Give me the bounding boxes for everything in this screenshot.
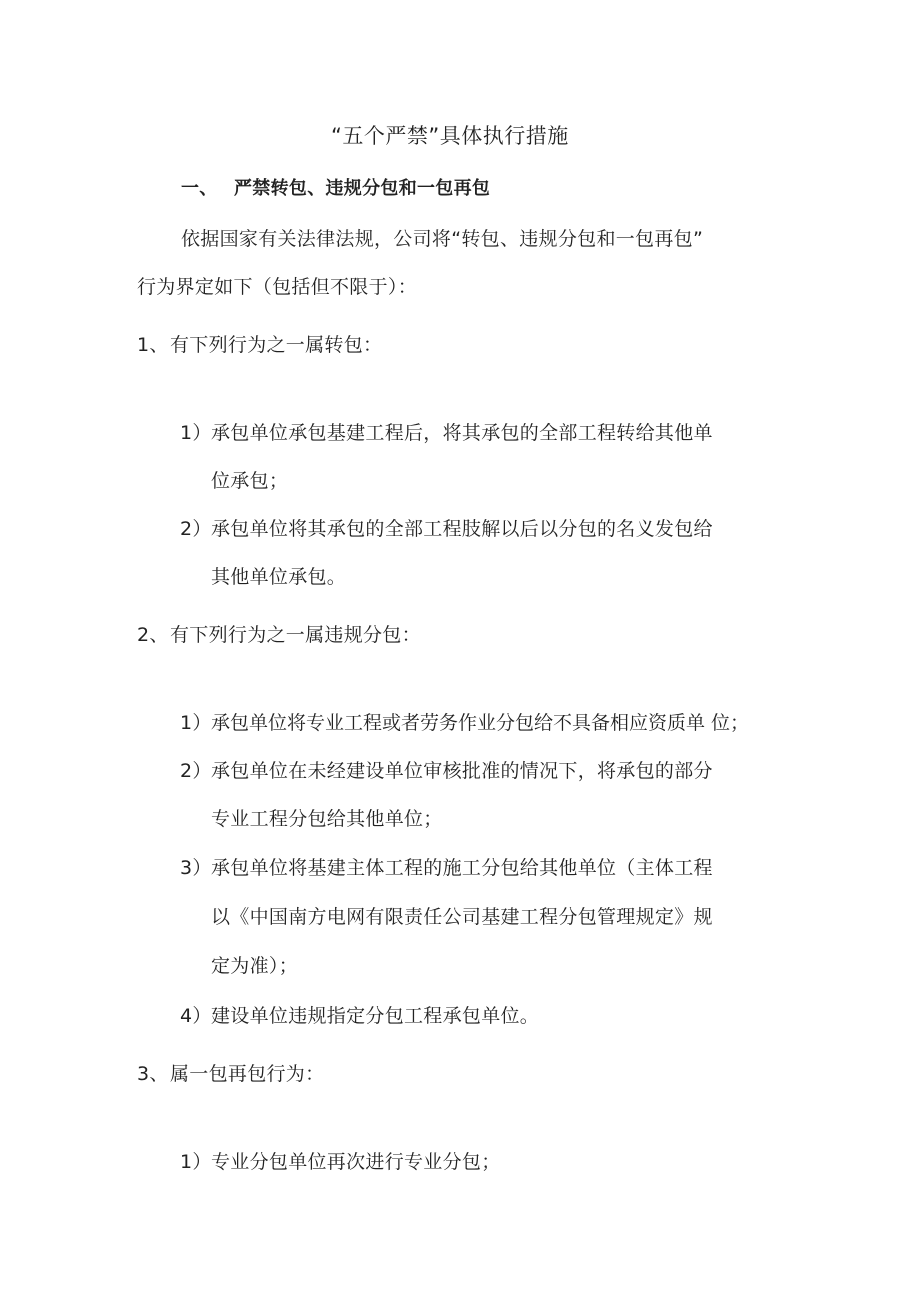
part1-heading: 有下列行为之一属转包： — [170, 334, 383, 356]
part2-item2-line1: 承包单位在未经建设单位审核批准的情况下，将承包的部分 — [211, 760, 713, 782]
intro-line-1: 依据国家有关法律法规，公司将“转包、违规分包和一包再包” — [181, 228, 704, 250]
part2-item3-line3: 定为准）； — [211, 955, 299, 977]
part2-item4-line1: 建设单位违规指定分包工程承包单位。 — [211, 1005, 540, 1027]
part2-item4-number: 4） — [180, 1005, 212, 1027]
part2-item1-line1: 承包单位将专业工程或者劳务作业分包给不具备相应资质单 位； — [211, 712, 750, 734]
part3-item1-number: 1） — [180, 1151, 212, 1173]
part1-item2-line1: 承包单位将其承包的全部工程肢解以后以分包的名义发包给 — [211, 518, 713, 540]
part1-item2-line2: 其他单位承包。 — [211, 566, 347, 588]
part3-heading: 属一包再包行为： — [170, 1063, 325, 1085]
part3-item1-line1: 专业分包单位再次进行专业分包； — [211, 1151, 501, 1173]
section-number: 一、 — [181, 178, 218, 199]
part2-item2-line2: 专业工程分包给其他单位； — [211, 808, 443, 830]
intro-line-2: 行为界定如下（包括但不限于）： — [137, 276, 418, 298]
document-title: “五个严禁”具体执行措施 — [331, 124, 569, 148]
part2-item3-line1: 承包单位将基建主体工程的施工分包给其他单位（主体工程 — [211, 857, 713, 879]
part2-number: 2、 — [137, 624, 169, 646]
part1-item2-number: 2） — [180, 518, 212, 540]
part2-item3-line2: 以《中国南方电网有限责任公司基建工程分包管理规定》规 — [211, 906, 713, 928]
part2-item1-number: 1） — [180, 712, 212, 734]
section-heading: 严禁转包、违规分包和一包再包 — [234, 178, 491, 199]
part1-item1-line2: 位承包； — [211, 470, 289, 492]
part1-item1-line1: 承包单位承包基建工程后，将其承包的全部工程转给其他单 — [211, 422, 713, 444]
part1-item1-number: 1） — [180, 422, 212, 444]
part2-item2-number: 2） — [180, 760, 212, 782]
part1-number: 1、 — [137, 334, 169, 356]
part2-heading: 有下列行为之一属违规分包： — [170, 624, 421, 646]
part3-number: 3、 — [137, 1063, 169, 1085]
part2-item3-number: 3） — [180, 857, 212, 879]
